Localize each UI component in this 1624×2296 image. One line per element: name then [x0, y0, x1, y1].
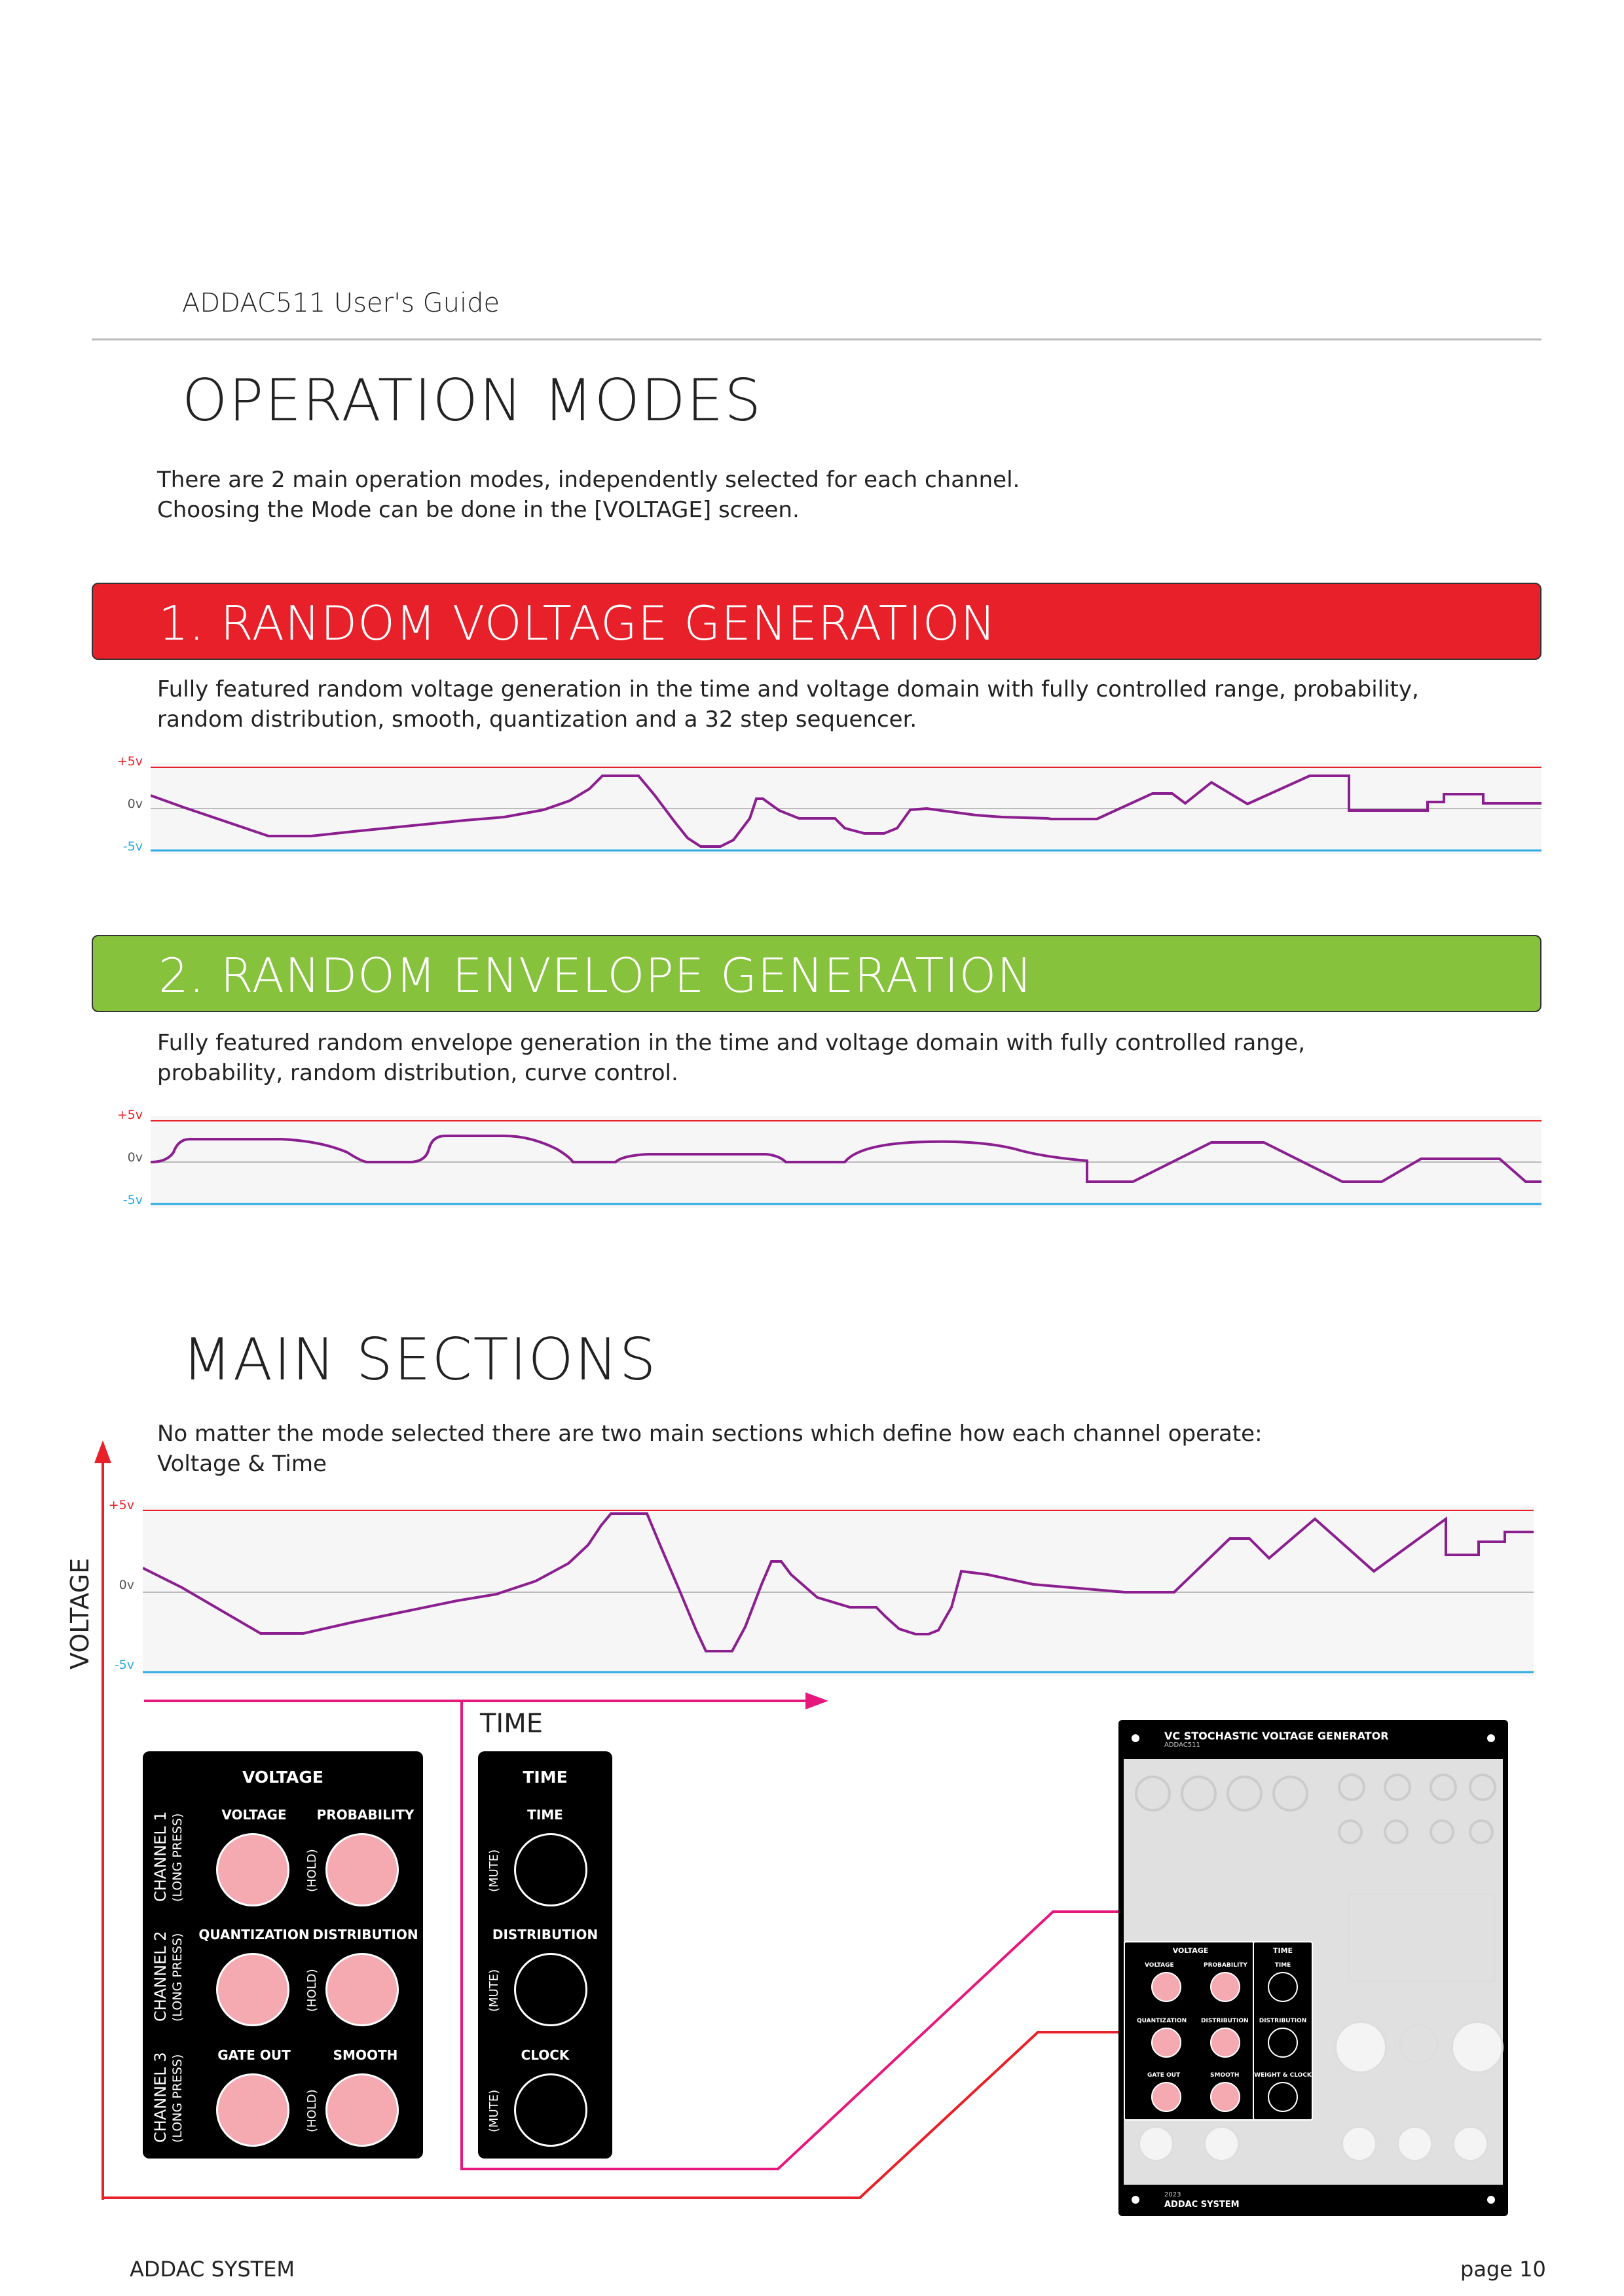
mode2-desc-line2: probability, random distribution, curve control.: [157, 1060, 678, 1086]
jack-icon[interactable]: [1384, 1819, 1409, 1844]
mode2-desc-line1: Fully featured random envelope generation in the time and voltage domain with fully controlled range,: [157, 1030, 1306, 1056]
module-brand-year: 2023: [1164, 2191, 1181, 2198]
knob-label-smooth: SMOOTH: [333, 2047, 398, 2063]
mute-label-1: (MUTE): [487, 1849, 501, 1892]
encoder-knob[interactable]: [1399, 2024, 1438, 2064]
channel-1-label: CHANNEL 1 (LONG PRESS): [151, 1811, 185, 1902]
jack-icon[interactable]: [1384, 1774, 1411, 1801]
time-distribution-knob[interactable]: [514, 1953, 587, 2026]
module-time-distribution-knob[interactable]: [1268, 2028, 1298, 2058]
module-label-voltage: VOLTAGE: [1145, 1962, 1174, 1969]
time-knob[interactable]: [514, 1833, 587, 1906]
mount-screw-icon: [1132, 1734, 1139, 1742]
quantization-knob[interactable]: [216, 1953, 289, 2026]
graph2-label-mid: 0v: [127, 1150, 143, 1165]
mute-label-2: (MUTE): [487, 1969, 501, 2012]
small-knob[interactable]: [1341, 2126, 1377, 2162]
sections-intro-line1: No matter the mode selected there are two main sections which define how each channel operate:: [157, 1421, 1263, 1447]
module-label-time-distribution: DISTRIBUTION: [1259, 2018, 1307, 2024]
random-voltage-graph: [151, 763, 1541, 854]
module-clock-knob[interactable]: [1268, 2082, 1298, 2112]
graph2-label-top: +5v: [117, 1108, 143, 1122]
module-time-section: [1253, 1941, 1313, 2121]
gate-out-knob[interactable]: [216, 2073, 289, 2147]
small-knob[interactable]: [1138, 2126, 1174, 2162]
graph1-label-mid: 0v: [127, 797, 143, 811]
small-knob[interactable]: [1397, 2126, 1433, 2162]
display-screen: [1348, 1893, 1496, 1982]
hold-label-1: (HOLD): [305, 1849, 319, 1892]
jack-icon[interactable]: [1181, 1776, 1217, 1812]
voltage-axis-label: VOLTAGE: [65, 1558, 94, 1669]
knob-label-quantization: QUANTIZATION: [198, 1927, 310, 1942]
time-panel-title: TIME: [523, 1768, 568, 1787]
mount-screw-icon: [1487, 1734, 1495, 1742]
input-jack-grid: [1132, 1769, 1328, 1867]
header-divider: [92, 338, 1541, 340]
jack-icon[interactable]: [1469, 1774, 1496, 1801]
module-label-quantization: QUANTIZATION: [1137, 2018, 1187, 2024]
main-sections-heading: MAIN SECTIONS: [182, 1326, 657, 1393]
mount-screw-icon: [1487, 2196, 1495, 2204]
graph1-label-top: +5v: [117, 754, 143, 769]
modes-intro: [157, 465, 1500, 525]
operation-modes-heading: OPERATION MODES: [182, 367, 763, 434]
module-quantization-knob[interactable]: [1151, 2028, 1181, 2058]
modes-intro-line2: Choosing the Mode can be done in the [VOLTAGE] screen.: [157, 497, 800, 523]
voltage-panel-title: VOLTAGE: [242, 1768, 323, 1787]
main-sections-graph: [143, 1506, 1534, 1676]
probability-knob[interactable]: [325, 1833, 399, 1906]
time-axis-label: TIME: [480, 1709, 544, 1739]
voltage-panel: [143, 1751, 423, 2159]
large-knob[interactable]: [1451, 2021, 1504, 2073]
module-label-gate-out: GATE OUT: [1147, 2072, 1181, 2079]
time-panel: [478, 1751, 612, 2159]
page-number: page 10: [1460, 2257, 1546, 2282]
module-time-title: TIME: [1272, 1946, 1293, 1955]
mode1-title: 1. RANDOM VOLTAGE GENERATION: [158, 596, 997, 651]
module-label-distribution: DISTRIBUTION: [1201, 2018, 1249, 2024]
distribution-knob[interactable]: [325, 1953, 399, 2026]
small-knob[interactable]: [1204, 2126, 1240, 2162]
module-voltage-knob[interactable]: [1151, 1972, 1181, 2002]
module-smooth-knob[interactable]: [1210, 2082, 1240, 2112]
module-gate-out-knob[interactable]: [1151, 2082, 1181, 2112]
graph3-label-top: +5v: [108, 1498, 134, 1512]
modes-intro-line1: There are 2 main operation modes, independently selected for each channel.: [157, 467, 1020, 493]
mode1-desc-line1: Fully featured random voltage generation in the time and voltage domain with fully controlled range, probability,: [157, 676, 1419, 702]
mode2-description: [157, 1028, 1500, 1088]
cv-jack-row: [1338, 1774, 1495, 1832]
voltage-knob[interactable]: [216, 1833, 289, 1906]
jack-icon[interactable]: [1338, 1819, 1363, 1844]
graph1-label-bottom: -5v: [122, 839, 143, 854]
graph3-label-bottom: -5v: [114, 1658, 134, 1672]
mount-screw-icon: [1132, 2196, 1139, 2204]
smooth-knob[interactable]: [325, 2073, 399, 2147]
channel-2-label: CHANNEL 2 (LONG PRESS): [151, 1931, 185, 2022]
jack-icon[interactable]: [1227, 1776, 1263, 1812]
knob-label-time-distribution: DISTRIBUTION: [492, 1927, 599, 1942]
clock-knob[interactable]: [514, 2073, 587, 2147]
mute-label-3: (MUTE): [487, 2089, 501, 2132]
module-voltage-section: [1124, 1941, 1257, 2121]
module-label-time: TIME: [1274, 1962, 1291, 1969]
module-distribution-knob[interactable]: [1210, 2028, 1240, 2058]
hold-label-3: (HOLD): [305, 2089, 319, 2132]
sections-intro: [157, 1419, 1500, 1479]
jack-icon[interactable]: [1135, 1776, 1171, 1812]
module-label-probability: PROBABILITY: [1204, 1962, 1247, 1969]
small-knob[interactable]: [1452, 2126, 1488, 2162]
knob-label-clock: CLOCK: [521, 2047, 570, 2063]
large-knob[interactable]: [1335, 2021, 1387, 2073]
module-front-panel: [1118, 1720, 1508, 2216]
mode2-band: [92, 935, 1541, 1012]
jack-icon[interactable]: [1469, 1819, 1494, 1844]
document-title: ADDAC511 User's Guide: [182, 288, 500, 318]
sections-intro-line2: Voltage & Time: [157, 1451, 327, 1477]
hold-label-2: (HOLD): [305, 1969, 319, 2012]
module-probability-knob[interactable]: [1210, 1972, 1240, 2002]
graph2-label-bottom: -5v: [122, 1193, 143, 1207]
graph3-label-mid: 0v: [119, 1578, 134, 1592]
knob-label-gate-out: GATE OUT: [217, 2047, 291, 2063]
knob-label-voltage: VOLTAGE: [221, 1807, 287, 1823]
channel-3-label: CHANNEL 3 (LONG PRESS): [151, 2052, 185, 2143]
mode2-title: 2. RANDOM ENVELOPE GENERATION: [158, 948, 1033, 1003]
jack-icon[interactable]: [1430, 1774, 1457, 1801]
module-brand: ADDAC SYSTEM: [1164, 2200, 1240, 2210]
knob-label-time: TIME: [527, 1807, 563, 1823]
random-envelope-graph: [151, 1116, 1541, 1208]
module-label-weight-clock: WEIGHT & CLOCK: [1254, 2072, 1312, 2079]
jack-icon[interactable]: [1272, 1776, 1308, 1812]
knob-label-distribution: DISTRIBUTION: [312, 1927, 418, 1942]
knob-label-probability: PROBABILITY: [316, 1807, 415, 1823]
module-title: VC STOCHASTIC VOLTAGE GENERATOR: [1164, 1730, 1389, 1742]
module-label-smooth: SMOOTH: [1210, 2072, 1240, 2079]
module-voltage-title: VOLTAGE: [1172, 1946, 1209, 1955]
footer-brand: ADDAC SYSTEM: [130, 2257, 295, 2282]
mode1-desc-line2: random distribution, smooth, quantization and a 32 step sequencer.: [157, 706, 917, 733]
mode1-band: [92, 583, 1541, 660]
module-model: ADDAC511: [1164, 1741, 1200, 1749]
mode1-description: [157, 674, 1500, 735]
module-time-knob[interactable]: [1268, 1972, 1298, 2002]
jack-icon[interactable]: [1430, 1819, 1454, 1844]
jack-icon[interactable]: [1338, 1774, 1365, 1801]
